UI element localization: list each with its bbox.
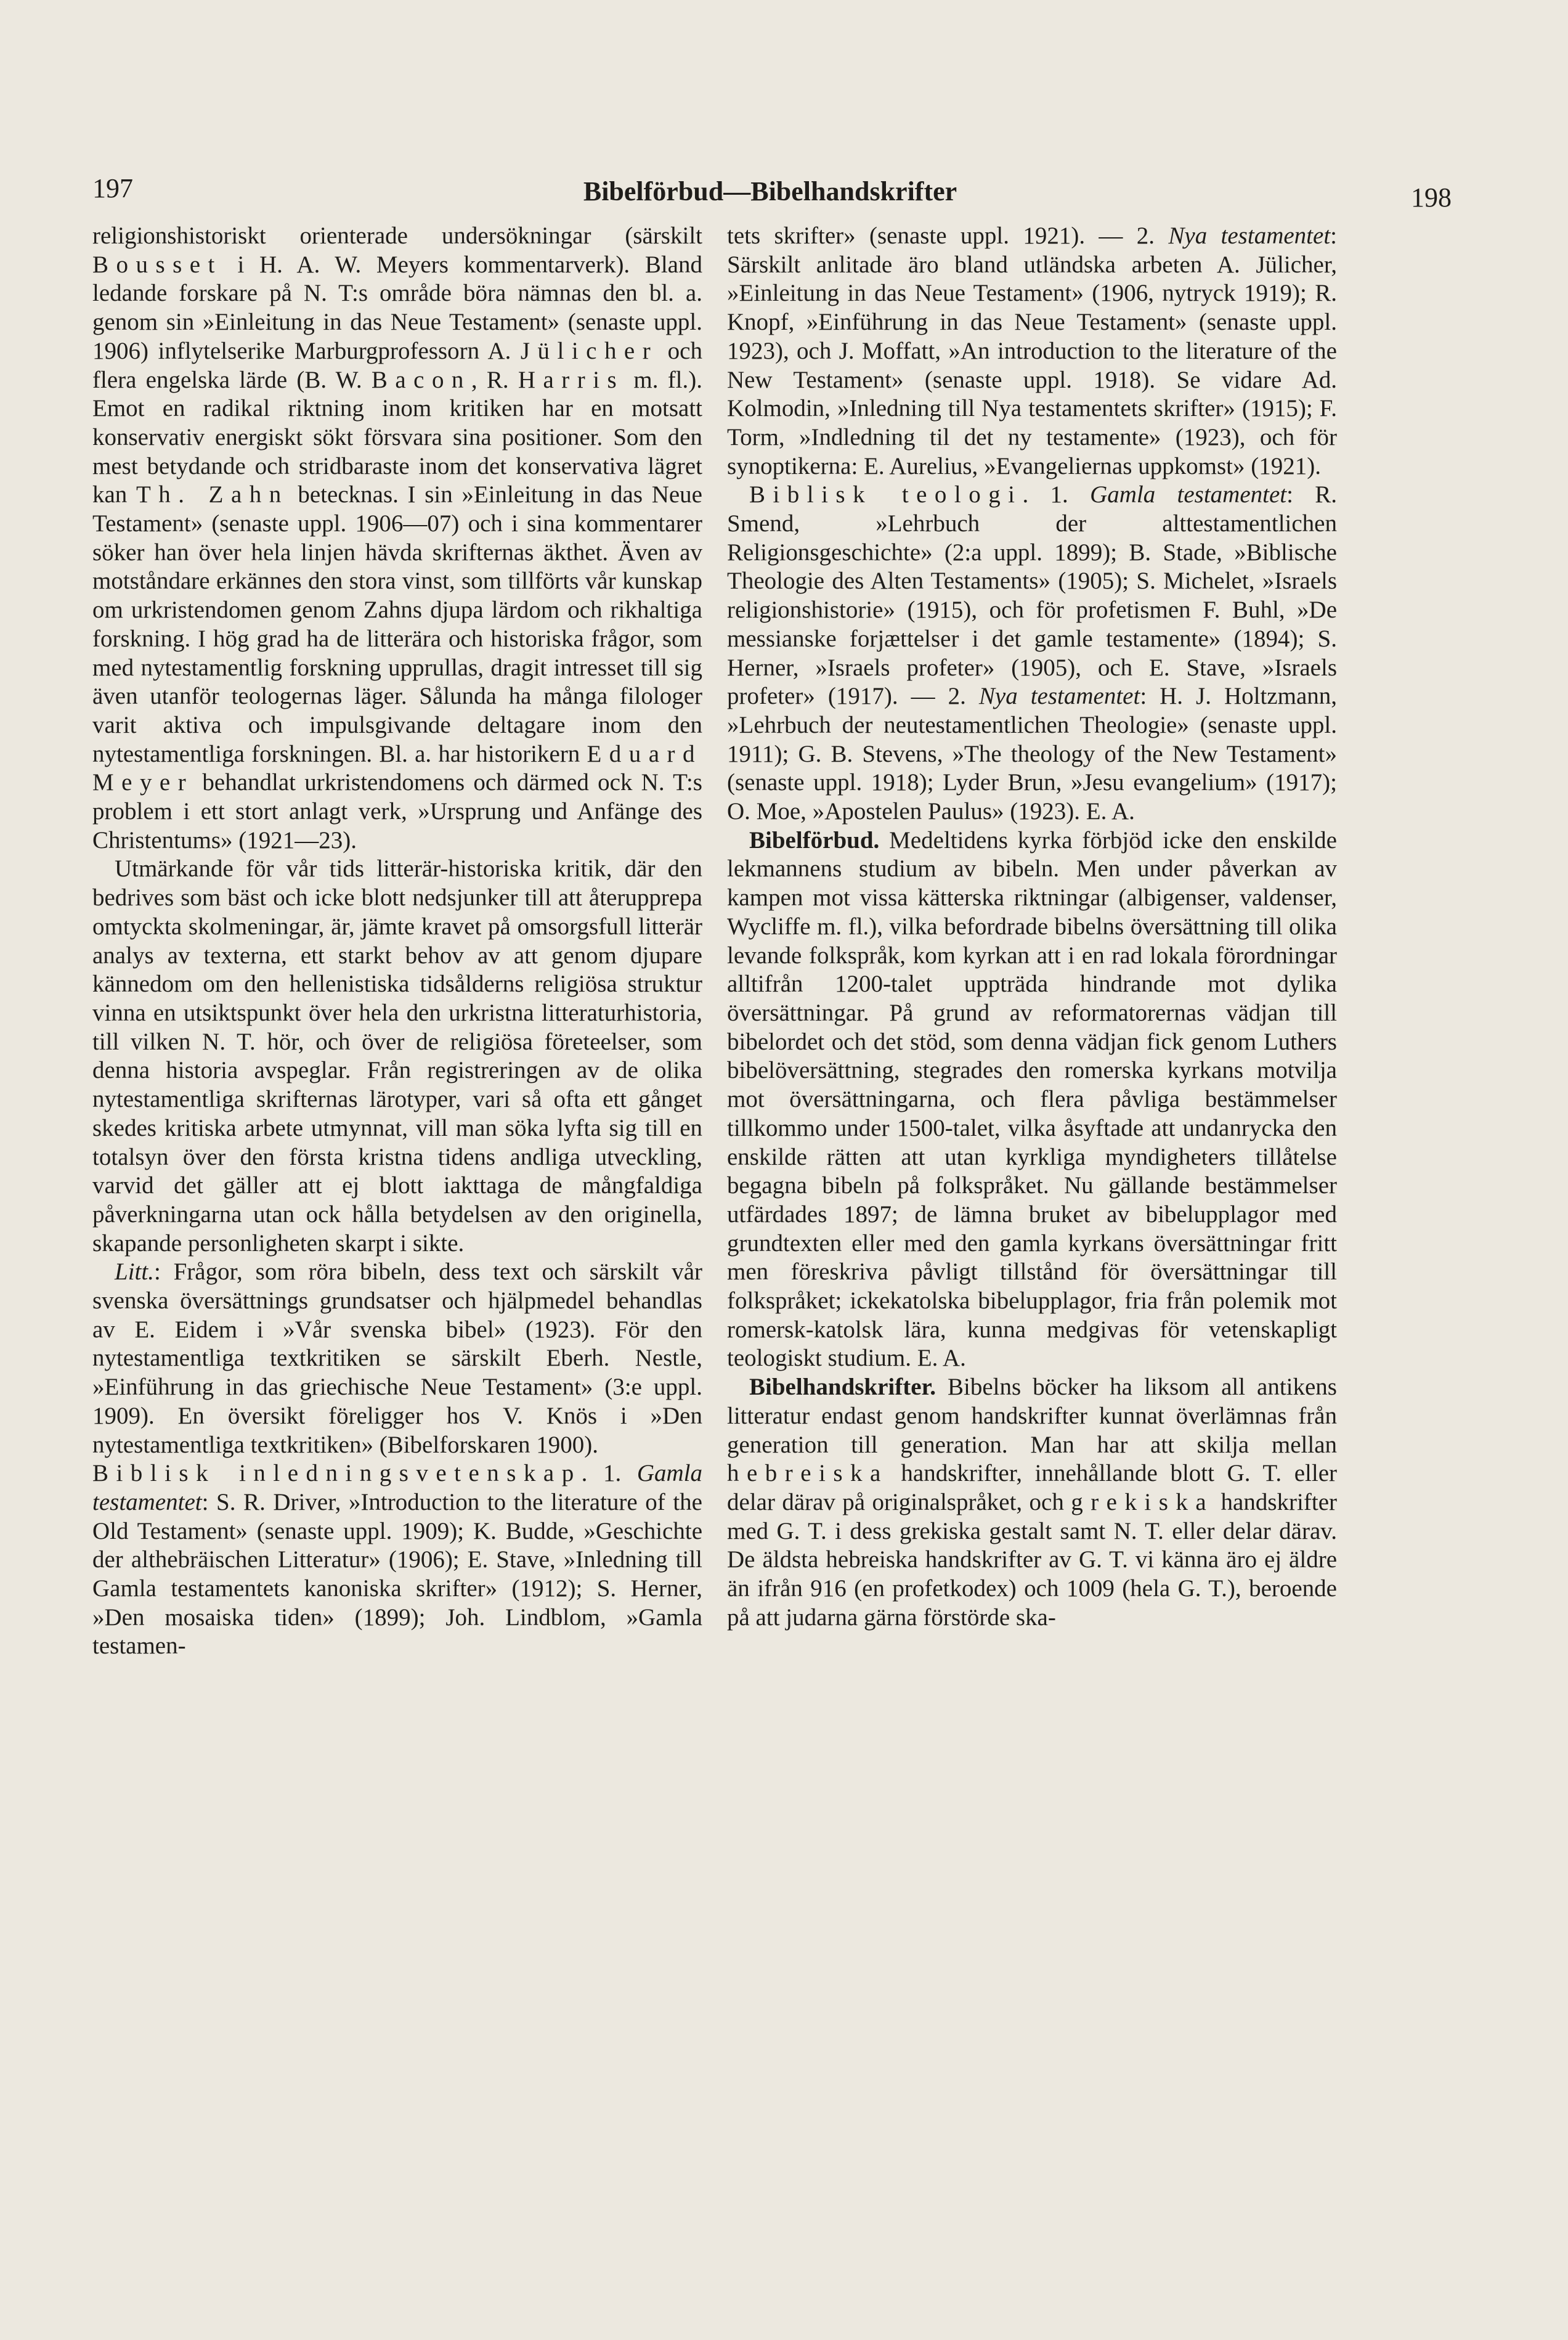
page-header: [0, 154, 1568, 213]
author-signature: E. A.: [917, 1345, 966, 1372]
entry-bibelforbud: Bibelförbud. Medeltidens kyrka förbjöd icke den enskilde lekmannens studium av bibeln. Men under påverkan av kampen mot vissa kätterska riktningar (albigenser, valdenser, Wycliffe m. fl.), vilka befordrade bibelns översättning till olika levande folkspråk, kom kyrkan att i en rad lokala förordningar alltifrån 1200-talet uppträda hindrande mot dylika översättningar. På grund av reformatorernas vädjan till bibelordet och det stöd, som denna vädjan fick genom Luthers bibelöversättning, stegrades den romerska kyrkans motvilja mot översättningarna, och flera påvliga bestämmelser tillkommo under 1500-talet, vilka åsyftade att undanrycka den enskilde rätten att utan kyrkliga myndigheters tillåtelse begagna bibeln på folkspråket. Nu gällande bestämmelser utfärdades 1897; de lämna bruket av bibelupplagor med grundtexten eller med den gamla kyrkans översättningar fritt men föreskriva påvligt tillstånd för översättningar till folkspråket; ickekatolska bibelupplagor, fria från polemik mot romersk-katolsk lära, kunna medgivas för vetenskapligt teologiskt studium. E. A.: [727, 826, 1337, 1372]
right-column: [727, 222, 1337, 1632]
bibliography-theology: Biblisk teologi. 1. Gamla testamentet: R. Smend, »Lehrbuch der alttestamentlichen Religionsgeschichte» (2:a uppl. 1899); B. Stade, »Biblische Theologie des Alten Testaments» (1905); S. Michelet, »Israels religionshistorie» (1915), och för profetismen F. Buhl, »De messianske forjættelser i det gamle testamente» (1894); S. Herner, »Israels profeter» (1905), och E. Stave, »Israels profeter» (1917). — 2. Nya testamentet: H. J. Holtzmann, »Lehrbuch der neutestamentlichen Theologie» (senaste uppl. 1911); G. B. Stevens, »The theology of the New Testament» (senaste uppl. 1918); Lyder Brun, »Jesu evangelium» (1917); O. Moe, »Apostelen Paulus» (1923). E. A.: [727, 481, 1338, 825]
left-paragraph-1: religionshistoriskt orienterade undersökningar (särskilt Bousset i H. A. W. Meyers kommentarverk). Bland ledande forskare på N. T:s område böra nämnas den bl. a. genom sin »Einleitung in das Neue Testament» (senaste uppl. 1906) inflytelserike Marburgprofessorn A. Jülicher och flera engelska lärde (B. W. Bacon, R. Harris m. fl.). Emot en radikal riktning inom kritiken har en motsatt konservativ energiskt sökt försvara sina positioner. Som den mest betydande och stridbaraste inom det konservativa lägret kan Th. Zahn betecknas. I sin »Einleitung in das Neue Testament» (senaste uppl. 1906—07) och i sina kommentarer söker han över hela linjen hävda skrifternas äkthet. Även av motståndare erkännes den stora vinst, som tillförts vår kunskap om urkristendomen genom Zahns djupa lärdom och rikhaltiga forskning. I hög grad ha de litterära och historiska frågor, som med nytestamentlig forskning upprullas, dragit intresset till sig även utanför teologernas läger. Sålunda ha många filologer varit aktiva och impulsgivande deltagare inom den nytestamentliga forskningen. Bl. a. har historikern Eduard Meyer behandlat urkristendomens och därmed ock N. T:s problem i ett stort anlagt verk, »Ursprung und Anfänge des Christentums» (1921—23).: [92, 222, 703, 854]
literature-paragraph: Litt.: Frågor, som röra bibeln, dess text och särskilt vår svenska översättnings grundsatser och hjälpmedel behandlas av E. Eidem i »Vår svenska bibel» (1923). För den nytestamentliga textkritiken se särskilt Eberh. Nestle, »Einführung in das griechische Neue Testament» (3:e uppl. 1909). En översikt föreligger hos V. Knös i »Den nytestamentliga textkritiken» (Bibelforskaren 1900).: [92, 1258, 702, 1458]
page-number-left: 197: [92, 173, 133, 203]
left-column: [92, 222, 702, 1661]
page-number-right: 198: [1411, 182, 1452, 213]
left-paragraph-2: Utmärkande för vår tids litterär-historiska kritik, där den bedrives som bäst och icke blott nedsjunker till att återupprepa omtyckta skolmeningar, är, jämte kravet på omsorgsfull litterär analys av texterna, ett starkt behov av att genom djupare kännedom om den hellenistiska tidsålderns religiösa struktur vinna en utsiktspunkt över hela den urkristna litteraturhistoria, till vilken N. T. hör, och över de religiösa företeelser, som denna historia avspeglar. Från registreringen av de olika nytestamentliga skrifternas lärotyper, vari så ofta ett gånget skedes kritiska arbete utmynnat, vill man söka lyfta sig till en totalsyn över den första kristna tidens andliga utveckling, varvid det gäller att ej blott iakttaga de mångfaldiga påverkningarna utan ock hålla betydelsen av den originella, skapande personligheten skarpt i sikte.: [92, 855, 702, 1257]
literature-label: Litt.: [115, 1258, 154, 1286]
right-paragraph-1: tets skrifter» (senaste uppl. 1921). — 2. Nya testamentet: Särskilt anlitade äro bland utländska arbeten A. Jülicher, »Einleitung in das Neue Testament» (1906, nytryck 1919); R. Knopf, »Einführung in das Neue Testament» (senaste uppl. 1923), och J. Moffatt, »An introduction to the literature of the New Testament» (senaste uppl. 1918). Se vidare Ad. Kolmodin, »Inledning till Nya testamentets skrifter» (1915); F. Torm, »Indledning til det ny testamente» (1923), och för synoptikerna: E. Aurelius, »Evangeliernas uppkomst» (1921).: [727, 222, 1337, 479]
running-title: Bibelförbud—Bibelhandskrifter: [583, 176, 957, 206]
headword-bibelforbud: Bibelförbud.: [749, 826, 880, 854]
author-signature: E. A.: [1086, 798, 1135, 825]
entry-bibelhandskrifter: Bibelhandskrifter. Bibelns böcker ha liksom all antikens litteratur endast genom handskrifter kunnat överlämnas från generation till generation. Man har att skilja mellan hebreiska handskrifter, innehållande blott G. T. eller delar därav på originalspråket, och grekiska handskrifter med G. T. i dess grekiska gestalt samt N. T. eller delar därav. De äldsta hebreiska handskrifter av G. T. vi känna äro ej äldre än ifrån 916 (en profetkodex) och 1009 (hela G. T.), beroende på att judarna gärna förstörde ska-: [727, 1374, 1337, 1631]
headword-bibelhandskrifter: Bibelhandskrifter.: [749, 1374, 936, 1401]
bibliography-introduction: Biblisk inledningsvetenskap. 1. Gamla testamentet: S. R. Driver, »Introduction to the literature of the Old Testament» (senaste uppl. 1909); K. Budde, »Geschichte der althebräischen Litteratur» (1906); E. Stave, »Inledning till Gamla testamentets kanoniska skrifter» (1912); S. Herner, »Den mosaiska tiden» (1899); Joh. Lindblom, »Gamla testamen-: [92, 1460, 702, 1660]
